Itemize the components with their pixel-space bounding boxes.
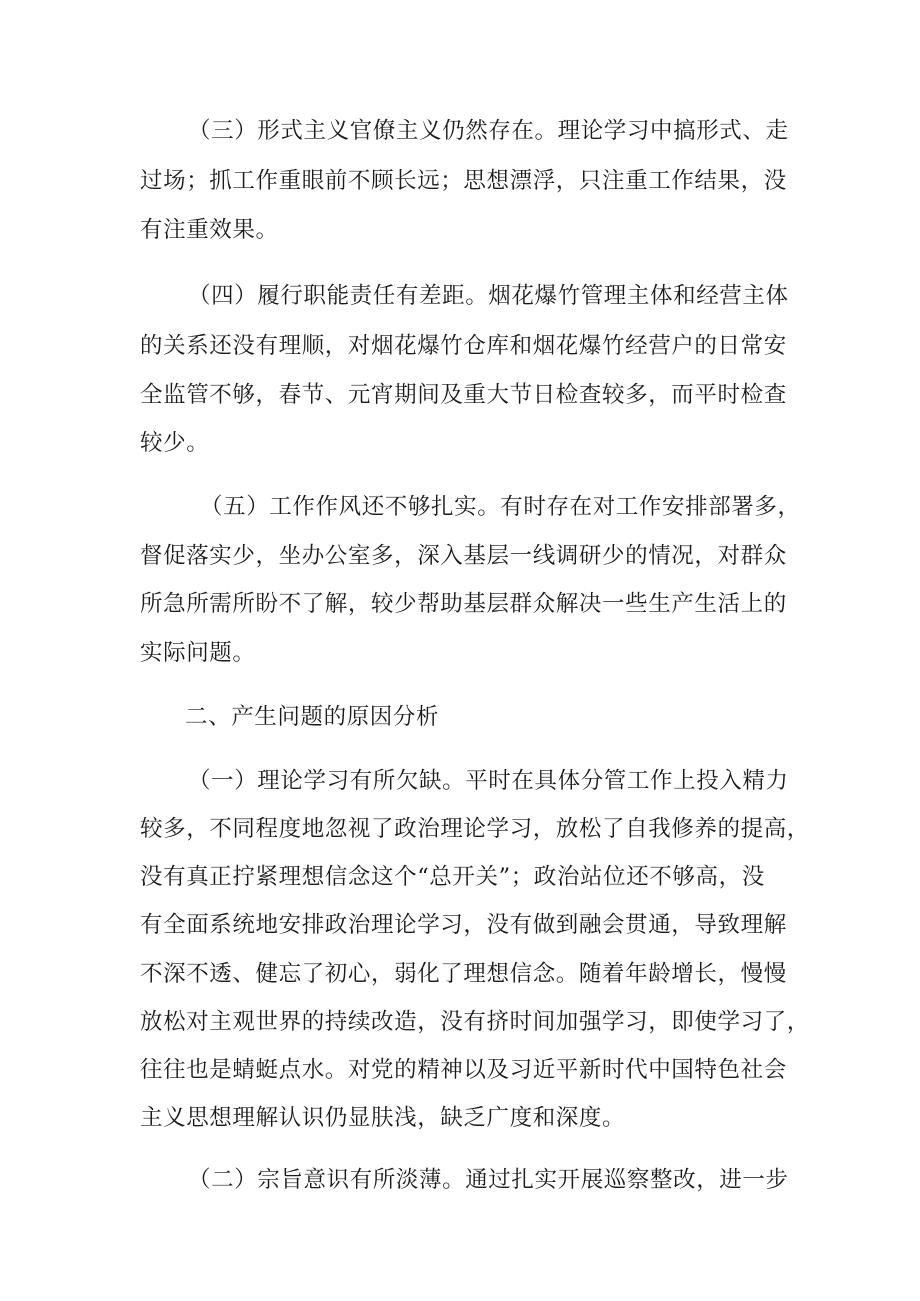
section-heading: 二、产生问题的原因分析 [185,704,440,730]
paragraph-4-line-4: 较少。 [140,430,210,456]
paragraph-4-line-3: 全监管不够，春节、元宵期间及重大节日检查较多，而平时检查 [140,382,787,408]
analysis-1-line-1: （一）理论学习有所欠缺。平时在具体分管工作上投入精力 [188,768,789,794]
paragraph-4-line-2: 的关系还没有理顺，对烟花爆竹仓库和烟花爆竹经营户的日常安 [140,333,787,359]
analysis-1-line-8: 主义思想理解认识仍显肤浅，缺乏广度和深度。 [140,1105,626,1131]
paragraph-5-line-1: （五）工作作风还不够扎实。有时存在对工作安排部署多， [200,494,801,520]
analysis-1-line-7: 往往也是蜻蜓点水。对党的精神以及习近平新时代中国特色社会 [140,1057,787,1083]
paragraph-3-line-3: 有注重效果。 [140,217,279,243]
paragraph-4-line-1: （四）履行职能责任有差距。烟花爆竹管理主体和经营主体 [188,283,789,309]
paragraph-5-line-3: 所急所需所盼不了解，较少帮助基层群众解决一些生产生活上的 [140,591,787,617]
analysis-1-line-3: 没有真正拧紧理想信念这个“总开关”；政治站位还不够高，没 [140,864,765,890]
paragraph-5-line-4: 实际问题。 [140,640,256,666]
analysis-1-line-6: 放松对主观世界的持续改造，没有挤时间加强学习，即使学习了， [140,1009,810,1035]
paragraph-3-line-1: （三）形式主义官僚主义仍然存在。理论学习中搞形式、走 [188,118,789,144]
analysis-1-line-2: 较多，不同程度地忽视了政治理论学习，放松了自我修养的提高， [140,816,810,842]
analysis-2-line-1: （二）宗旨意识有所淡薄。通过扎实开展巡察整改，进一步 [188,1167,789,1193]
paragraph-5-line-2: 督促落实少，坐办公室多，深入基层一线调研少的情况，对群众 [140,543,787,569]
analysis-1-line-5: 不深不透、健忘了初心，弱化了理想信念。随着年龄增长，慢慢 [140,961,787,987]
paragraph-3-line-2: 过场；抓工作重眼前不顾长远；思想漂浮，只注重工作结果，没 [140,168,787,194]
analysis-1-line-4: 有全面系统地安排政治理论学习，没有做到融会贯通，导致理解 [140,912,787,938]
